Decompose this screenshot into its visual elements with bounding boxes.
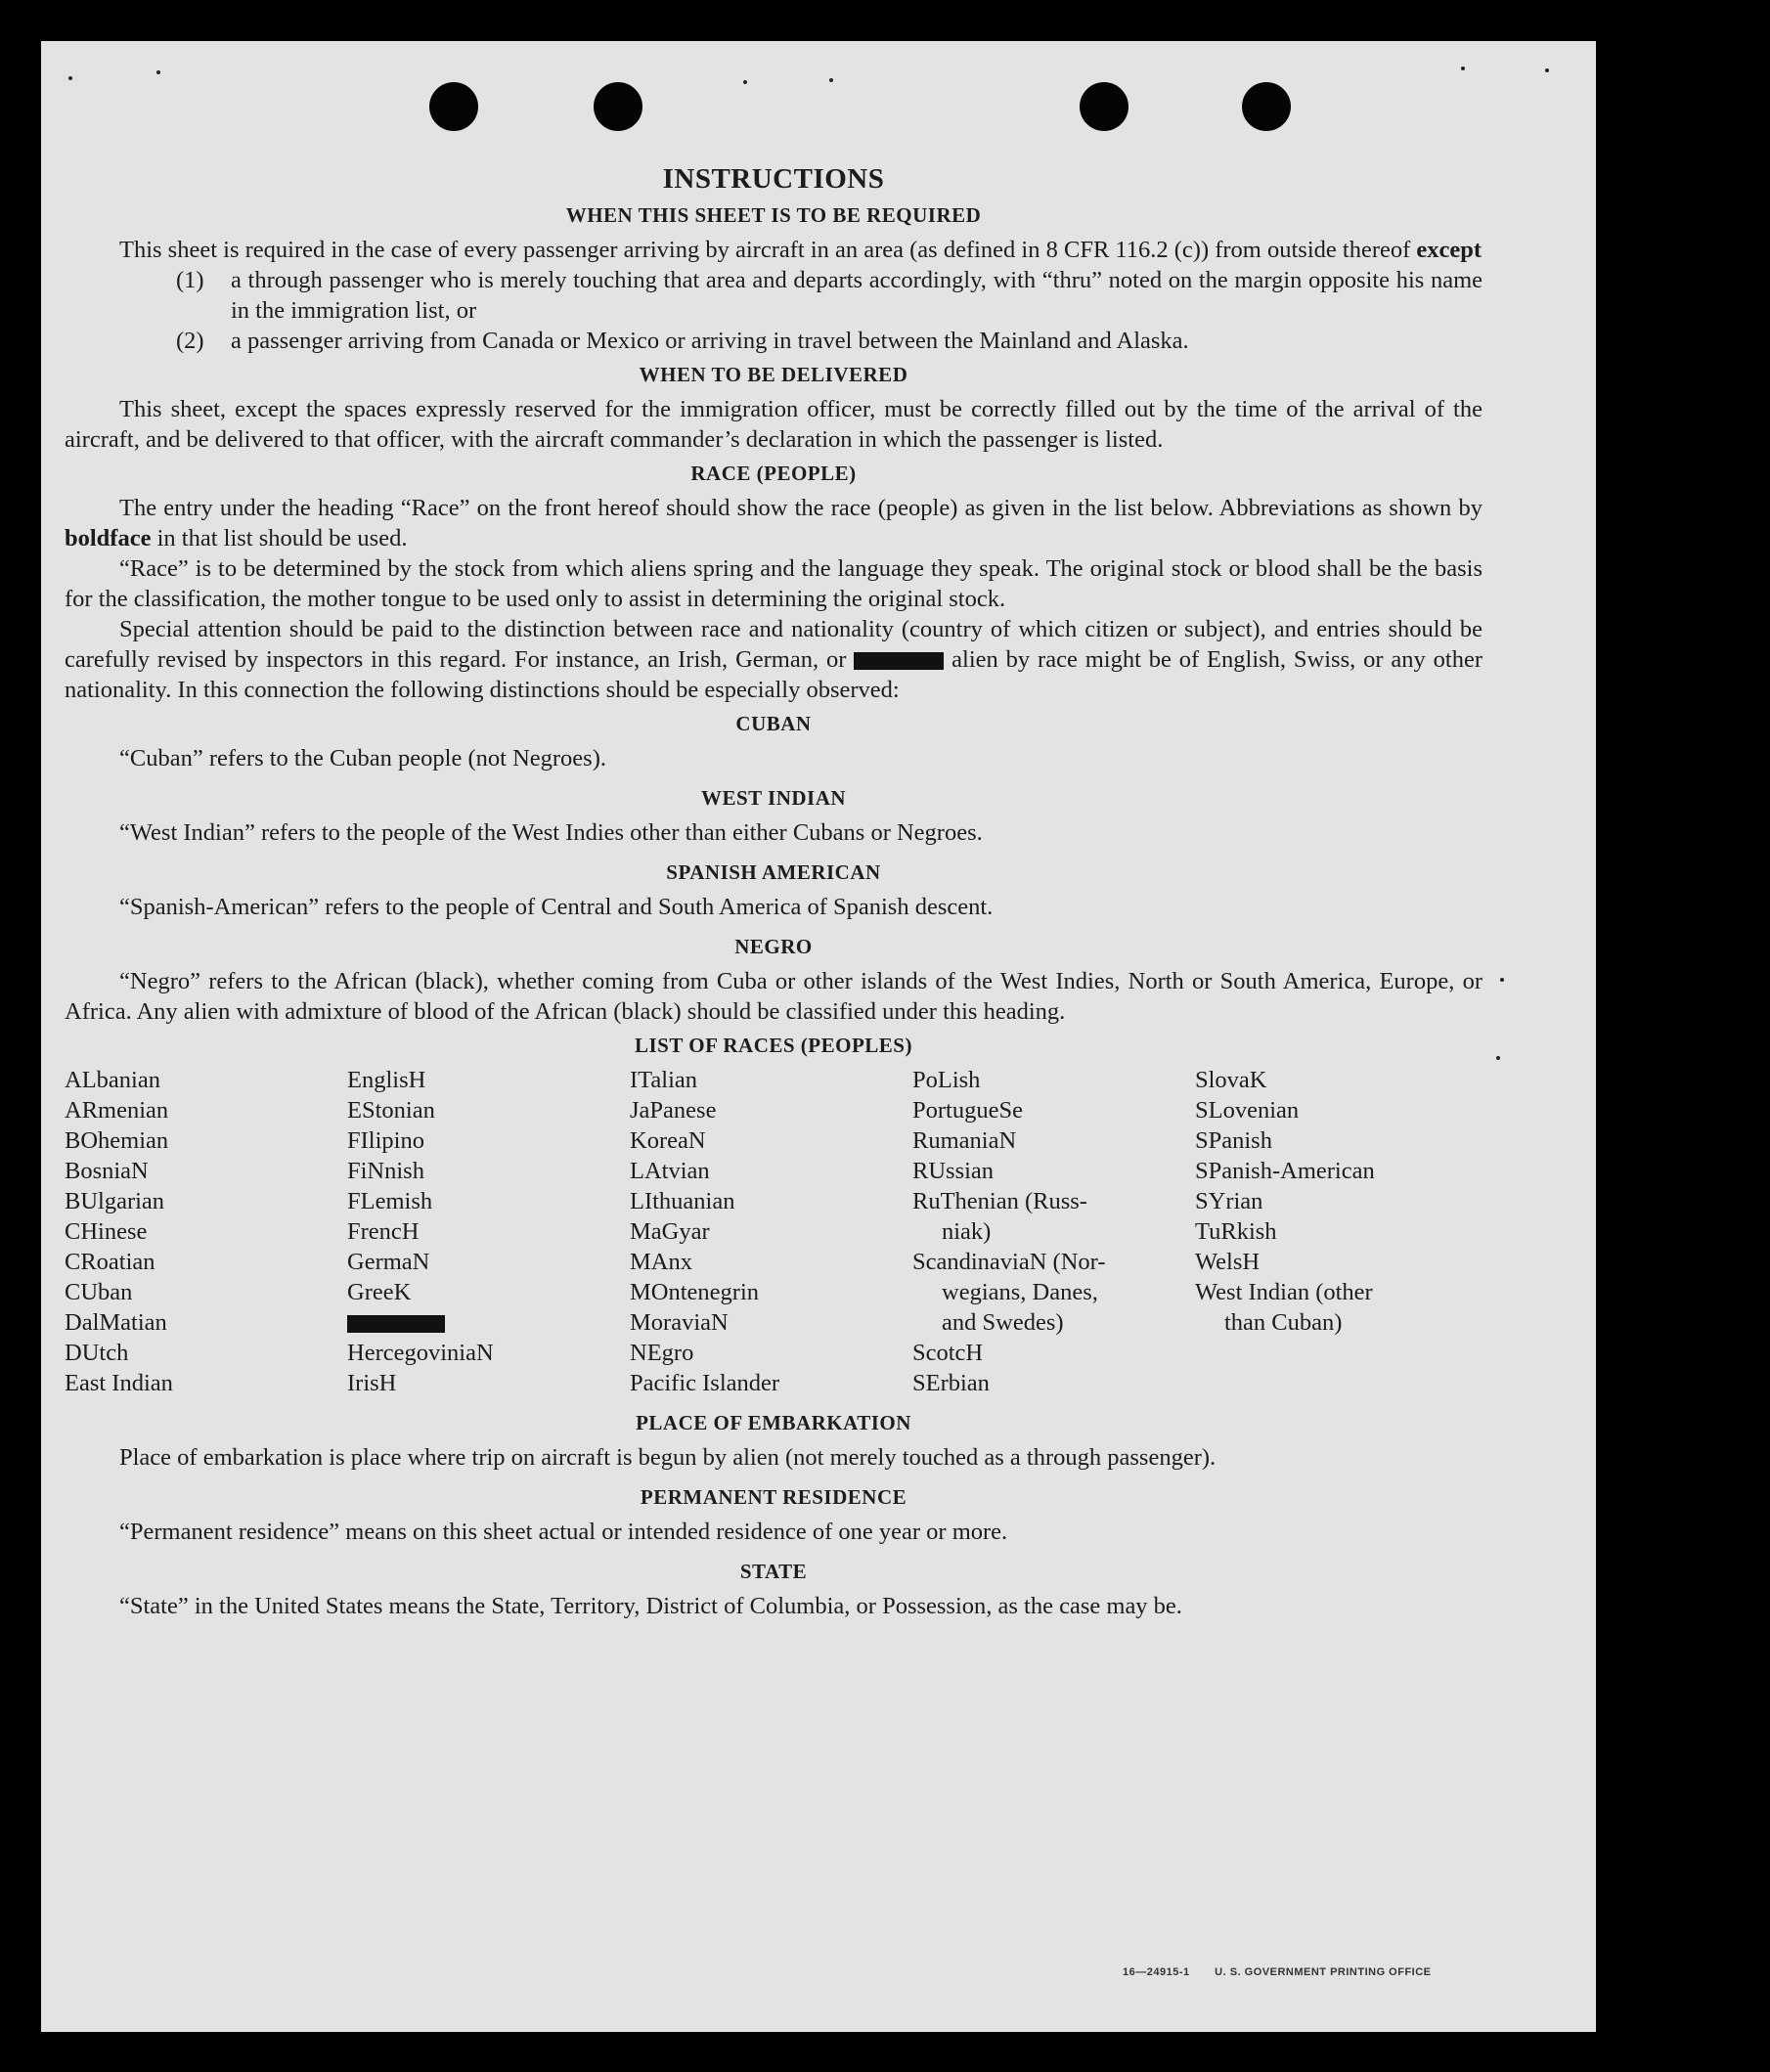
item-text: a through passenger who is merely touching that area and departs accordingly, with “thru” noted on the margin opposite his name in the immigration list, or — [231, 267, 1482, 324]
race-entry: FrencH — [347, 1218, 420, 1245]
race-entry: FIlipino — [347, 1127, 424, 1154]
race-entry: CRoatian — [65, 1249, 155, 1275]
punch-hole — [1242, 82, 1291, 131]
paragraph: This sheet is required in the case of every passenger arriving by aircraft in an area (as defined in 8 CFR 116.2 (c)) from outside thereof except — [119, 237, 1482, 263]
page-title: INSTRUCTIONS — [662, 163, 885, 195]
race-entry: NEgro — [630, 1340, 694, 1366]
section-heading: LIST OF RACES (PEOPLES) — [635, 1034, 912, 1057]
race-entry: WelsH — [1195, 1249, 1261, 1275]
paragraph: “West Indian” refers to the people of the West Indies other than either Cubans or Negroes. — [119, 819, 983, 846]
section-heading: STATE — [739, 1560, 808, 1583]
speck — [1496, 1056, 1500, 1060]
race-entry: SPanish — [1195, 1127, 1272, 1154]
section-heading: PLACE OF EMBARKATION — [636, 1411, 911, 1434]
race-entry: HercegoviniaN — [347, 1340, 494, 1366]
race-entry: IrisH — [347, 1370, 397, 1396]
race-entry: East Indian — [65, 1370, 173, 1396]
race-entry: CHinese — [65, 1218, 148, 1245]
redaction-mark — [854, 652, 944, 670]
race-entry: PoLish — [912, 1067, 981, 1093]
instructions-body — [65, 164, 1482, 1621]
race-entry: Pacific Islander — [630, 1370, 780, 1396]
race-entry: MaGyar — [630, 1218, 710, 1245]
race-entry: FLemish — [347, 1188, 433, 1214]
race-entry: SLovenian — [1195, 1097, 1300, 1124]
race-entry: SPanish-American — [1195, 1158, 1375, 1184]
speck — [1545, 68, 1549, 72]
race-entry: EnglisH — [347, 1067, 426, 1093]
race-list — [65, 1065, 1482, 1398]
section-heading: NEGRO — [734, 935, 813, 958]
race-entry: KoreaN — [630, 1127, 706, 1154]
race-entry: niak) — [942, 1218, 992, 1245]
section-heading: WHEN THIS SHEET IS TO BE REQUIRED — [565, 203, 982, 227]
item-number: (1) — [176, 267, 204, 293]
race-entry: PortugueSe — [912, 1097, 1023, 1124]
document-page — [41, 41, 1596, 2032]
item-text: a passenger arriving from Canada or Mexico or arriving in travel between the Mainland and Alaska. — [231, 328, 1189, 354]
race-entry: LAtvian — [630, 1158, 710, 1184]
race-entry: FiNnish — [347, 1158, 424, 1184]
race-entry: TuRkish — [1195, 1218, 1277, 1245]
speck — [68, 76, 72, 80]
race-entry: GermaN — [347, 1249, 430, 1275]
print-footer — [1123, 1966, 1453, 1978]
paragraph: The entry under the heading “Race” on the front hereof should show the race (people) as given in the list below. Abbreviations as shown by boldface in that list should be used. — [65, 495, 1482, 551]
section-heading: SPANISH AMERICAN — [666, 860, 881, 884]
race-entry: SYrian — [1195, 1188, 1263, 1214]
race-entry: BUlgarian — [65, 1188, 165, 1214]
race-column — [347, 1065, 630, 1398]
race-entry: RUssian — [912, 1158, 995, 1184]
paragraph: This sheet, except the spaces expressly reserved for the immigration officer, must be correctly filled out by the time of the arrival of the aircraft, and be delivered to that officer, with the aircraft commander’s declaration in which the passenger is listed. — [65, 396, 1482, 453]
paragraph: Place of embarkation is place where trip on aircraft is begun by alien (not merely touched as a through passenger). — [119, 1444, 1217, 1471]
race-entry: ALbanian — [65, 1067, 160, 1093]
punch-hole — [1080, 82, 1128, 131]
race-entry: BosniaN — [65, 1158, 149, 1184]
race-column — [65, 1065, 347, 1398]
race-entry: GreeK — [347, 1279, 412, 1305]
race-entry: MoraviaN — [630, 1309, 729, 1336]
race-entry: LIthuanian — [630, 1188, 735, 1214]
paragraph: “Permanent residence” means on this sheet actual or intended residence of one year or more. — [119, 1519, 1008, 1545]
race-entry — [347, 1307, 630, 1338]
list-item — [176, 326, 1482, 356]
race-column — [912, 1065, 1195, 1398]
race-entry: DUtch — [65, 1340, 129, 1366]
race-entry: RumaniaN — [912, 1127, 1017, 1154]
paragraph: “Negro” refers to the African (black), whether coming from Cuba or other islands of the West Indies, North or South America, Europe, or Africa. Any alien with admixture of blood of the African (black) should be classified under this heading. — [65, 968, 1482, 1025]
paragraph: “Cuban” refers to the Cuban people (not Negroes). — [119, 745, 606, 771]
paragraph: “Spanish-American” refers to the people of Central and South America of Spanish descent. — [119, 894, 994, 920]
race-entry: West Indian (other — [1195, 1279, 1373, 1305]
race-entry: EStonian — [347, 1097, 435, 1124]
speck — [743, 80, 747, 84]
race-entry: RuThenian (Russ- — [912, 1188, 1087, 1214]
punch-hole — [429, 82, 478, 131]
paragraph: “State” in the United States means the State, Territory, District of Columbia, or Possession, as the case may be. — [119, 1593, 1182, 1619]
race-entry: wegians, Danes, — [942, 1279, 1098, 1305]
paragraph: Special attention should be paid to the distinction between race and nationality (country of which citizen or subject), and entries should be carefully revised by inspectors in this regard. For instance, an Irish, German, or alien by race might be of English, Swiss, or any other nationality. In this connection the following distinctions should be especially observed: — [65, 616, 1483, 703]
race-entry: JaPanese — [630, 1097, 717, 1124]
item-number: (2) — [176, 328, 204, 354]
paragraph: “Race” is to be determined by the stock from which aliens spring and the language they speak. The original stock or blood shall be the basis for the classification, the mother tongue to be used only to assist in determining the original stock. — [65, 555, 1482, 612]
punch-hole — [594, 82, 642, 131]
speck — [829, 78, 833, 82]
section-heading: PERMANENT RESIDENCE — [640, 1485, 907, 1509]
speck — [156, 70, 160, 74]
list-item — [176, 265, 1482, 326]
section-heading: CUBAN — [735, 712, 812, 735]
race-column — [630, 1065, 912, 1398]
race-entry: and Swedes) — [942, 1309, 1064, 1336]
race-column — [1195, 1065, 1478, 1398]
form-code: 16—24915-1 — [1123, 1966, 1190, 1978]
race-entry: than Cuban) — [1224, 1309, 1343, 1336]
speck — [1461, 66, 1465, 70]
speck — [1500, 978, 1504, 982]
redaction-mark — [347, 1315, 445, 1333]
race-entry: DalMatian — [65, 1309, 167, 1336]
section-heading: WEST INDIAN — [700, 786, 847, 810]
section-heading: WHEN TO BE DELIVERED — [639, 363, 908, 386]
race-entry: MAnx — [630, 1249, 692, 1275]
printer-name: U. S. GOVERNMENT PRINTING OFFICE — [1215, 1966, 1432, 1978]
race-entry: CUban — [65, 1279, 133, 1305]
section-heading: RACE (PEOPLE) — [690, 462, 857, 485]
race-entry: ARmenian — [65, 1097, 169, 1124]
race-entry: ScotcH — [912, 1340, 984, 1366]
race-entry: SlovaK — [1195, 1067, 1267, 1093]
race-entry: ITalian — [630, 1067, 698, 1093]
race-entry: SErbian — [912, 1370, 990, 1396]
race-entry: MOntenegrin — [630, 1279, 759, 1305]
race-entry: ScandinaviaN (Nor- — [912, 1249, 1106, 1275]
race-entry: BOhemian — [65, 1127, 169, 1154]
